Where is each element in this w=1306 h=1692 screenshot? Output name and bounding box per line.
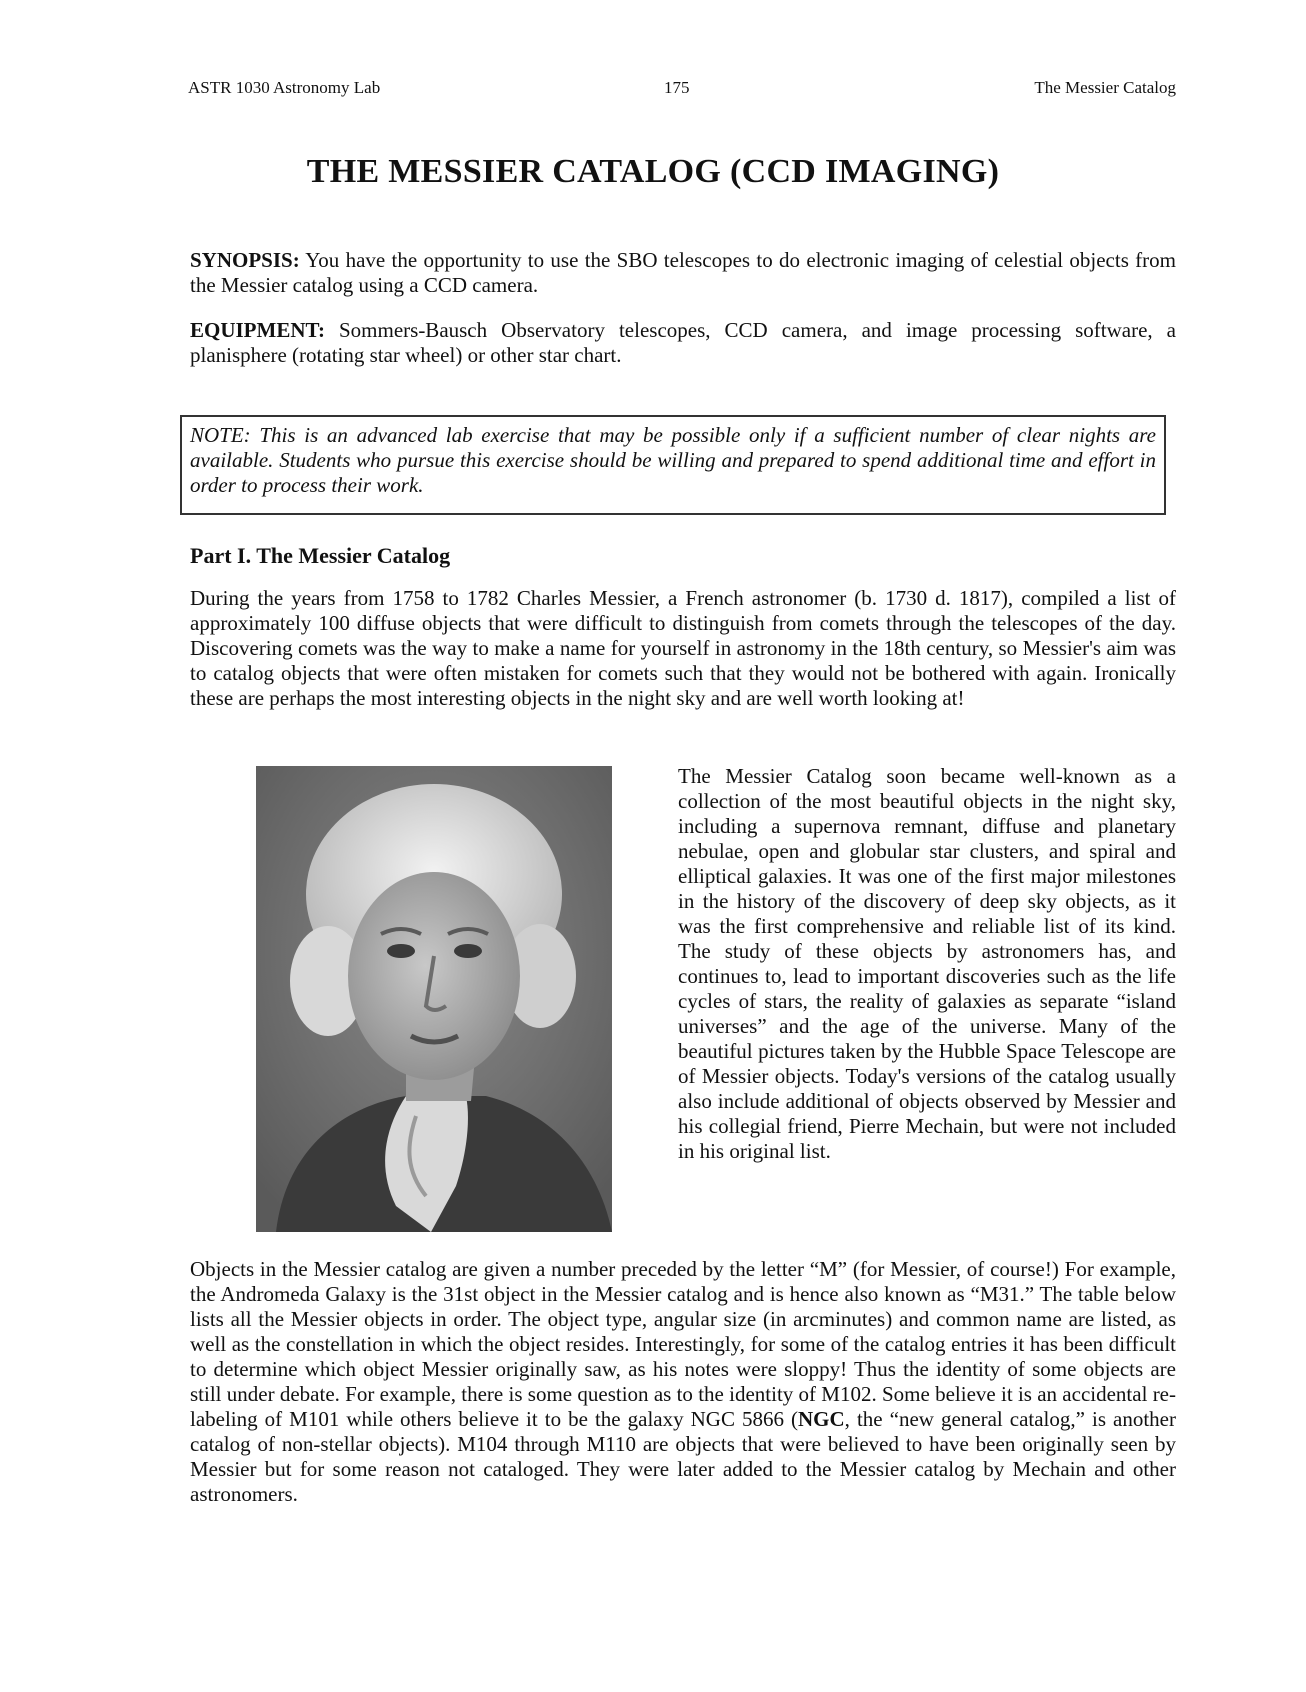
synopsis-text: You have the opportunity to use the SBO telescopes to do electronic imaging of celestial objects from the Messier catalog using a CCD camera. bbox=[190, 248, 1176, 297]
ngc-bold-term: NGC bbox=[798, 1407, 845, 1431]
equipment-paragraph bbox=[190, 318, 1176, 368]
synopsis-label: SYNOPSIS: bbox=[190, 248, 300, 272]
page-title: THE MESSIER CATALOG (CCD IMAGING) bbox=[306, 153, 1000, 190]
intro-paragraph: During the years from 1758 to 1782 Charles Messier, a French astronomer (b. 1730 d. 1817), compiled a list of approximately 100 diffuse objects that were difficult to distinguish from comets through the telescopes of the day. Discovering comets was the way to make a name for yourself in astronomy in the 18th century, so Messier's aim was to catalog objects that were often mistaken for comets such that they would not be bothered with again. Ironically these are perhaps the most interesting objects in the night sky and are well worth looking at! bbox=[190, 586, 1176, 710]
equipment-text: Sommers-Bausch Observatory telescopes, CCD camera, and image processing software, a planisphere (rotating star wheel) or other star chart. bbox=[190, 318, 1177, 367]
objects-text-end: , the “new general catalog,” is another catalog of non-stellar objects). M104 through M110 are objects that were believed to have been originally seen by Messier but for some reason not cataloged. They were later added to the Messier catalog by Mechain and other astronomers. bbox=[190, 1407, 1176, 1506]
objects-paragraph bbox=[190, 1257, 1176, 1507]
messier-portrait bbox=[256, 766, 612, 1232]
objects-text-start: Objects in the Messier catalog are given a number preceded by the letter “M” (for Messier, of course!) For example, the Andromeda Galaxy is the 31st object in the Messier catalog and is hence also known as “M31.” The table below lists all the Messier objects in order. The object type, angular size (in arcminutes) and common name are listed, as well as the constellation in which the object resides. Interestingly, for some of the catalog entries it has been difficult to determine which object Messier originally saw, as his notes were sloppy! Thus the identity of some objects are still under debate. For example, there is some question as to the identity of M102. Some believe it is an accidental re-labeling of M101 while others believe it to be the galaxy NGC 5866 ( bbox=[190, 1257, 1176, 1431]
synopsis-paragraph bbox=[190, 248, 1176, 298]
header-page-number: 175 bbox=[664, 78, 690, 97]
note-box: NOTE: This is an advanced lab exercise that may be possible only if a sufficient number of clear nights are available. Students who pursue this exercise should be willing and prepared to spend additional time and effort in order to process their work. bbox=[180, 415, 1166, 515]
section-heading: Part I. The Messier Catalog bbox=[190, 543, 451, 568]
equipment-label: EQUIPMENT: bbox=[190, 318, 325, 342]
header-chapter: The Messier Catalog bbox=[1034, 78, 1176, 97]
catalog-description-paragraph: The Messier Catalog soon became well-known as a collection of the most beautiful objects in the night sky, including a supernova remnant, diffuse and planetary nebulae, open and globular star clusters, and spiral and elliptical galaxies. It was one of the first major milestones in the history of the discovery of deep sky objects, as it was the first comprehensive and reliable list of its kind. The study of these objects by astronomers has, and continues to, lead to important discoveries such as the life cycles of stars, the reality of galaxies as separate “island universes” and the age of the universe. Many of the beautiful pictures taken by the Hubble Space Telescope are of Messier objects. Today's versions of the catalog usually also include additional of objects observed by Messier and his collegial friend, Pierre Mechain, but were not included in his original list. bbox=[678, 764, 1176, 1163]
header-course: ASTR 1030 Astronomy Lab bbox=[188, 78, 381, 97]
